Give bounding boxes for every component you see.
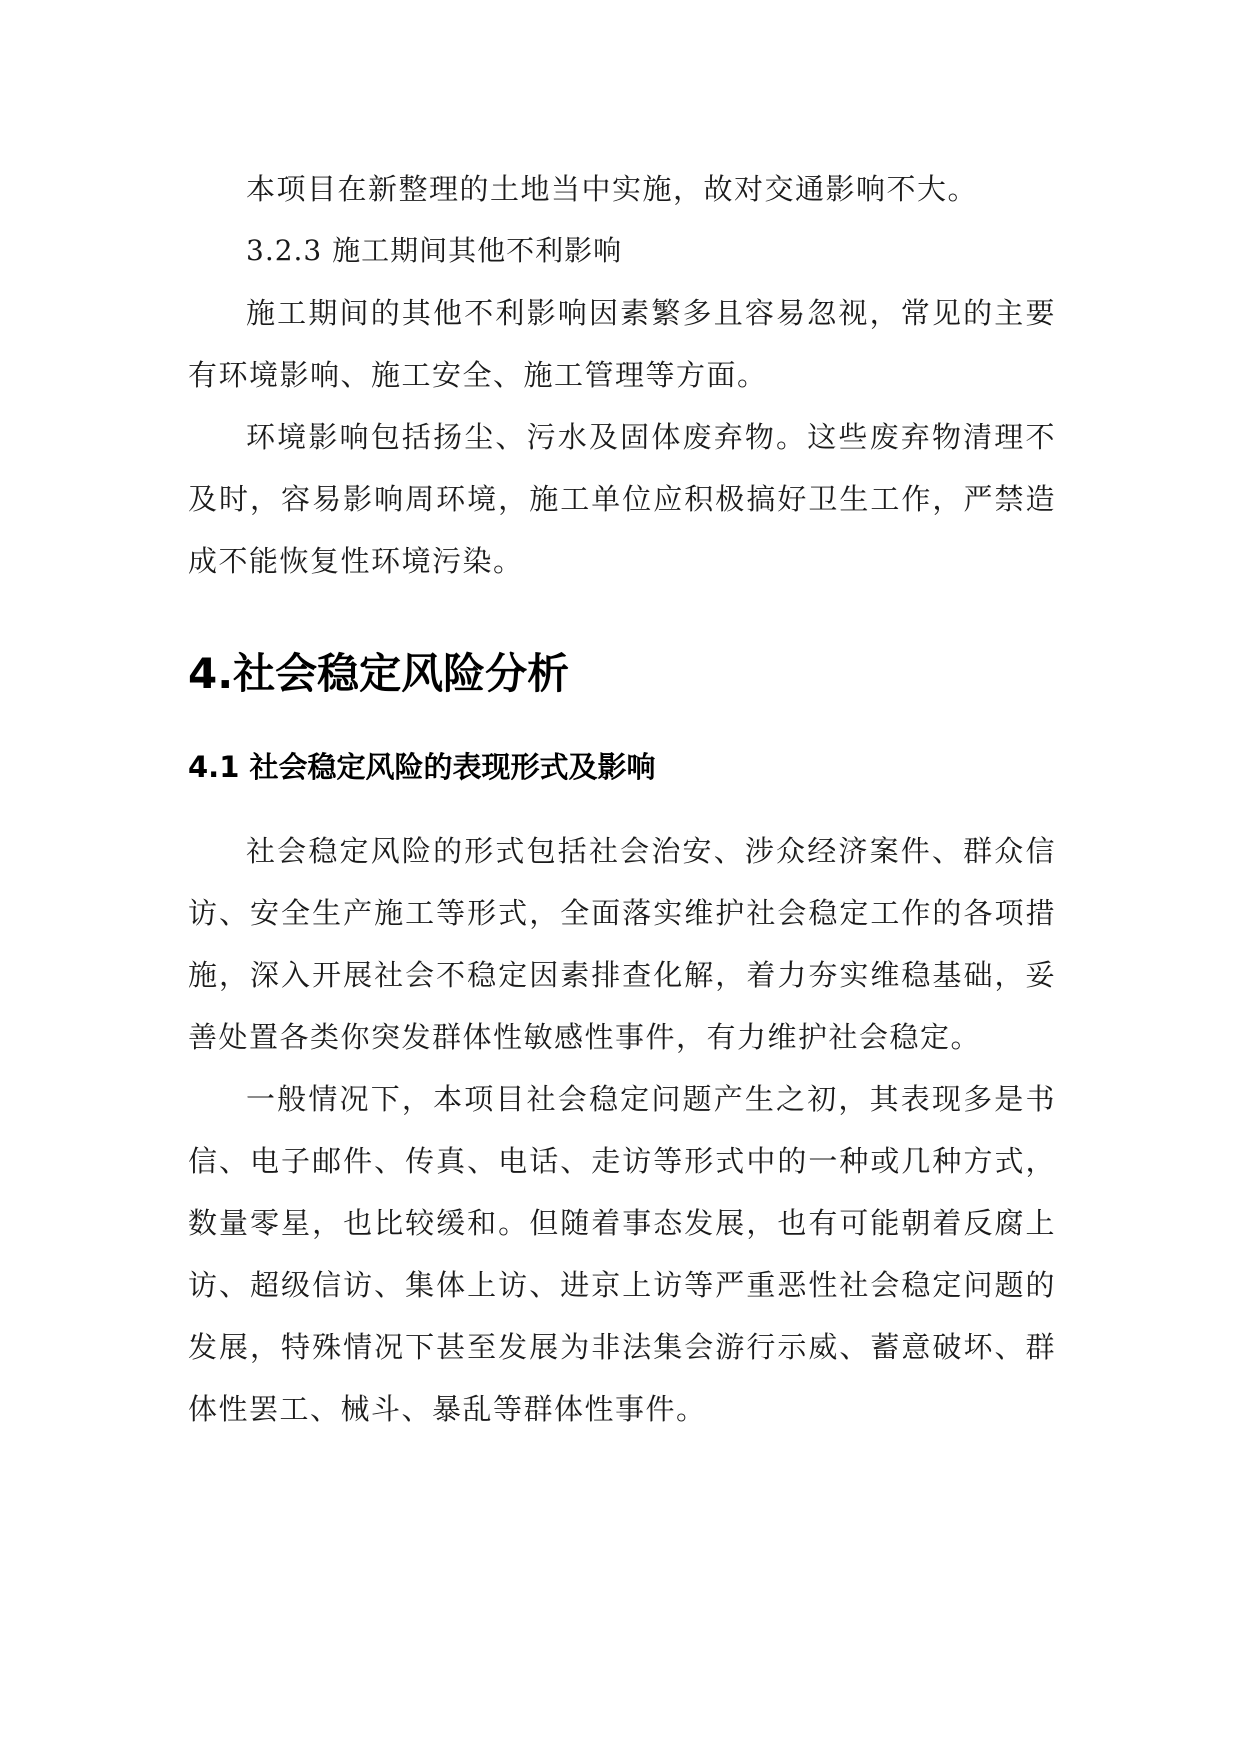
section-heading-4-1: 4.1 社会稳定风险的表现形式及影响 bbox=[188, 750, 656, 784]
chapter-heading-4: 4.社会稳定风险分析 bbox=[188, 649, 570, 698]
paragraph-risk-forms: 社会稳定风险的形式包括社会治安、涉众经济案件、群众信访、安全生产施工等形式，全面落实维护社会稳定工作的各项措施，深入开展社会不稳定因素排查化解，着力夯实维稳基础，妥善处置各类你突发群体性敏感性事件，有力维护社会稳定。 bbox=[188, 834, 1056, 1054]
paragraph-traffic-impact: 本项目在新整理的土地当中实施，故对交通影响不大。 bbox=[246, 172, 979, 206]
paragraph-other-impacts: 施工期间的其他不利影响因素繁多且容易忽视，常见的主要有环境影响、施工安全、施工管理等方面。 bbox=[188, 296, 1056, 392]
document-body bbox=[188, 158, 1056, 1440]
paragraph-environment-impact: 环境影响包括扬尘、污水及固体废弃物。这些废弃物清理不及时，容易影响周环境，施工单位应积极搞好卫生工作，严禁造成不能恢复性环境污染。 bbox=[188, 420, 1056, 578]
paragraph-risk-evolution: 一般情况下，本项目社会稳定问题产生之初，其表现多是书信、电子邮件、传真、电话、走访等形式中的一种或几种方式，数量零星，也比较缓和。但随着事态发展，也有可能朝着反腐上访、超级信访、集体上访、进京上访等严重恶性社会稳定问题的发展，特殊情况下甚至发展为非法集会游行示威、蓄意破坏、群体性罢工、械斗、暴乱等群体性事件。 bbox=[188, 1082, 1056, 1426]
section-heading-3-2-3: 3.2.3 施工期间其他不利影响 bbox=[246, 234, 623, 267]
